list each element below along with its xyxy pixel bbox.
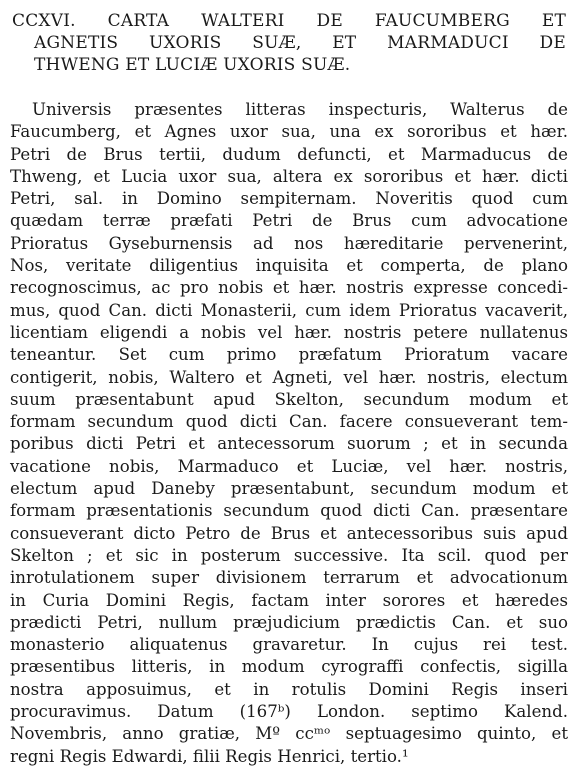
body-line: in Curia Domini Regis, factam inter sorores et hæredes [10,590,568,610]
body-line: Novembris, anno gratiæ, Mº ccᵐᵒ septuagesimo quinto, et [10,724,568,744]
body-line: licentiam eligendi a nobis vel hær. nostris petere nullatenus [10,322,568,342]
body-line: nostra apposuimus, et in rotulis Domini Regis inseri [10,679,568,699]
heading-line: CCXVI. CARTA WALTERI DE FAUCUMBERG ET [12,11,566,31]
charter-body [10,99,568,768]
heading-line: THWENG ET LUCIÆ UXORIS SUÆ. [34,55,351,75]
body-line: Prioratus Gyseburnensis ad nos hæreditarie pervenerint, [10,233,568,253]
body-line: formam præsentationis secundum quod dicti Can. præsentare [10,501,568,521]
body-line: regni Regis Edwardi, filii Regis Henrici, tertio.¹ [10,746,409,766]
body-line: poribus dicti Petri et antecessorum suorum ; et in secunda [10,434,568,454]
body-line: electum apud Daneby præsentabunt, secundum modum et [10,479,568,499]
charter-heading [12,10,568,76]
body-line: inrotulationem super divisionem terrarum et advocationum [10,568,568,588]
body-line: Thweng, et Lucia uxor sua, altera ex sororibus et hær. dicti [10,166,568,186]
body-line: recognoscimus, ac pro nobis et hær. nostris expresse concedi- [10,278,568,298]
body-line: formam secundum quod dicti Can. facere consueverant tem- [10,412,568,432]
body-line: procuravimus. Datum (167ᵇ) London. septimo Kalend. [10,702,568,722]
body-line: Faucumberg, et Agnes uxor sua, una ex sororibus et hær. [10,122,568,142]
body-line: monasterio aliquatenus gravaretur. In cujus rei test. [10,635,568,655]
body-line: Petri, sal. in Domino sempiternam. Noveritis quod cum [10,189,568,209]
body-line: Nos, veritate diligentius inquisita et comperta, de plano [10,256,568,276]
body-line: præsentibus litteris, in modum cyrograffi confectis, sigilla [10,657,568,677]
body-line: contigerit, nobis, Waltero et Agneti, vel hær. nostris, electum [10,367,568,387]
body-line: consueverant dicto Petro de Brus et antecessoribus suis apud [10,523,568,543]
heading-line: AGNETIS UXORIS SUÆ, ET MARMADUCI DE [34,33,566,53]
body-line: quædam terræ præfati Petri de Brus cum advocatione [10,211,568,231]
body-line: suum præsentabunt apud Skelton, secundum modum et [10,389,568,409]
body-line: Universis præsentes litteras inspecturis, Walterus de [32,100,568,119]
body-line: mus, quod Can. dicti Monasterii, cum idem Prioratus vacaverit, [10,300,568,320]
body-line: prædicti Petri, nullum præjudicium prædictis Can. et suo [10,612,568,632]
body-line: Petri de Brus tertii, dudum defuncti, et Marmaducus de [10,144,568,164]
body-line: teneantur. Set cum primo præfatum Prioratum vacare [10,345,568,365]
body-line: Skelton ; et sic in posterum successive. Ita scil. quod per [10,545,568,565]
body-line: vacatione nobis, Marmaduco et Luciæ, vel hær. nostris, [10,456,568,476]
